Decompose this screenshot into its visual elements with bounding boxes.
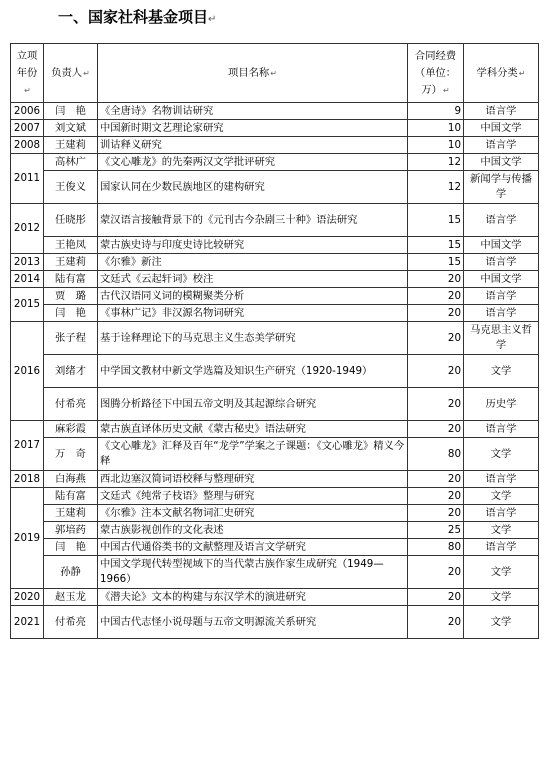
leader-cell: 万 奇 (44, 438, 98, 471)
project-cell: 中国文学现代转型视域下的当代蒙古族作家生成研究（1949—1966） (98, 556, 408, 589)
funding-cell: 12 (408, 154, 464, 171)
funding-cell: 15 (408, 237, 464, 254)
table-row (11, 488, 539, 505)
funding-cell: 20 (408, 589, 464, 606)
discipline-cell: 文学 (464, 606, 539, 639)
funding-cell: 20 (408, 355, 464, 388)
funding-cell: 20 (408, 288, 464, 305)
leader-cell: 麻彩霞 (44, 421, 98, 438)
funding-cell: 80 (408, 438, 464, 471)
project-cell: 《尔雅》新注 (98, 254, 408, 271)
year-cell: 2018 (11, 471, 44, 488)
funding-cell: 9 (408, 103, 464, 120)
discipline-cell: 语言学 (464, 254, 539, 271)
leader-cell: 王俊义 (44, 171, 98, 204)
leader-cell: 张子程 (44, 322, 98, 355)
leader-cell: 贾 璐 (44, 288, 98, 305)
year-cell: 2011 (11, 154, 44, 204)
leader-cell: 赵玉龙 (44, 589, 98, 606)
table-row (11, 271, 539, 288)
project-cell: 《文心雕龙》的先秦两汉文学批评研究 (98, 154, 408, 171)
funding-cell: 20 (408, 421, 464, 438)
leader-cell: 付希亮 (44, 606, 98, 639)
funding-cell: 80 (408, 539, 464, 556)
project-cell: 蒙古族史诗与印度史诗比较研究 (98, 237, 408, 254)
funding-cell: 20 (408, 606, 464, 639)
year-cell: 2013 (11, 254, 44, 271)
leader-cell: 刘绪才 (44, 355, 98, 388)
discipline-cell: 语言学 (464, 137, 539, 154)
leader-cell: 陆有富 (44, 271, 98, 288)
discipline-cell: 中国文学 (464, 237, 539, 254)
leader-cell: 王建莉 (44, 254, 98, 271)
project-cell: 《全唐诗》名物训诂研究 (98, 103, 408, 120)
project-cell: 中国古代志怪小说母题与五帝文明源流关系研究 (98, 606, 408, 639)
table-row (11, 421, 539, 438)
discipline-cell: 文学 (464, 522, 539, 539)
table-row (11, 137, 539, 154)
project-cell: 中国新时期文艺理论家研究 (98, 120, 408, 137)
year-cell: 2012 (11, 204, 44, 254)
table-row (11, 556, 539, 589)
leader-cell: 付希亮 (44, 388, 98, 421)
table-row (11, 438, 539, 471)
project-cell: 基于诠释理论下的马克思主义生态美学研究 (98, 322, 408, 355)
discipline-cell: 语言学 (464, 305, 539, 322)
leader-cell: 闫 艳 (44, 103, 98, 120)
project-cell: 中学国文教材中新文学选篇及知识生产研究（1920-1949） (98, 355, 408, 388)
project-cell: 国家认同在少数民族地区的建构研究 (98, 171, 408, 204)
table-row (11, 171, 539, 204)
table-row (11, 589, 539, 606)
project-cell: 训诂释义研究 (98, 137, 408, 154)
table-row (11, 204, 539, 237)
table-row (11, 522, 539, 539)
funding-cell: 10 (408, 137, 464, 154)
funding-cell: 20 (408, 505, 464, 522)
header-discipline: 学科分类↵ (464, 44, 539, 103)
year-cell: 2014 (11, 271, 44, 288)
funding-cell: 10 (408, 120, 464, 137)
discipline-cell: 语言学 (464, 505, 539, 522)
discipline-cell: 文学 (464, 589, 539, 606)
funding-cell: 25 (408, 522, 464, 539)
funding-cell: 15 (408, 254, 464, 271)
discipline-cell: 马克思主义哲学 (464, 322, 539, 355)
funding-cell: 20 (408, 271, 464, 288)
project-cell: 中国古代通俗类书的文献整理及语言文学研究 (98, 539, 408, 556)
discipline-cell: 语言学 (464, 204, 539, 237)
header-project: 项目名称↵ (98, 44, 408, 103)
project-cell: 蒙古族影视创作的文化表述 (98, 522, 408, 539)
discipline-cell: 中国文学 (464, 271, 539, 288)
project-cell: 蒙古族直译体历史文献《蒙古秘史》语法研究 (98, 421, 408, 438)
header-year: 立项年份↵ (11, 44, 44, 103)
year-cell: 2017 (11, 421, 44, 471)
discipline-cell: 文学 (464, 355, 539, 388)
year-cell: 2020 (11, 589, 44, 606)
table-row (11, 120, 539, 137)
leader-cell: 王建莉 (44, 137, 98, 154)
project-cell: 蒙汉语言接触背景下的《元刊古今杂剧三十种》语法研究 (98, 204, 408, 237)
year-cell: 2019 (11, 488, 44, 589)
leader-cell: 陆有富 (44, 488, 98, 505)
table-row (11, 154, 539, 171)
year-cell: 2021 (11, 606, 44, 639)
project-cell: 《潜夫论》文本的构建与东汉学术的演进研究 (98, 589, 408, 606)
table-row (11, 288, 539, 305)
discipline-cell: 文学 (464, 488, 539, 505)
funding-cell: 20 (408, 471, 464, 488)
project-cell: 文廷式《云起轩词》校注 (98, 271, 408, 288)
table-row (11, 505, 539, 522)
funding-cell: 12 (408, 171, 464, 204)
table-row (11, 305, 539, 322)
table-row (11, 388, 539, 421)
discipline-cell: 语言学 (464, 421, 539, 438)
table-row (11, 471, 539, 488)
funding-cell: 20 (408, 305, 464, 322)
project-cell: 《事林广记》非汉源名物词研究 (98, 305, 408, 322)
leader-cell: 郭培药 (44, 522, 98, 539)
table-row (11, 103, 539, 120)
leader-cell: 刘文斌 (44, 120, 98, 137)
project-cell: 西北边塞汉简词语校释与整理研究 (98, 471, 408, 488)
table-header-row (11, 44, 539, 103)
funding-cell: 20 (408, 556, 464, 589)
discipline-cell: 语言学 (464, 103, 539, 120)
table-row (11, 254, 539, 271)
funding-cell: 20 (408, 388, 464, 421)
header-leader: 负责人↵ (44, 44, 98, 103)
discipline-cell: 语言学 (464, 471, 539, 488)
leader-cell: 王艳凤 (44, 237, 98, 254)
leader-cell: 王建莉 (44, 505, 98, 522)
table-row (11, 355, 539, 388)
leader-cell: 闫 艳 (44, 539, 98, 556)
table-row (11, 539, 539, 556)
year-cell: 2016 (11, 322, 44, 421)
discipline-cell: 历史学 (464, 388, 539, 421)
funding-cell: 20 (408, 488, 464, 505)
discipline-cell: 中国文学 (464, 120, 539, 137)
project-cell: 古代汉语同义词的模糊聚类分析 (98, 288, 408, 305)
year-cell: 2007 (11, 120, 44, 137)
project-cell: 文廷式《纯常子枝语》整理与研究 (98, 488, 408, 505)
funding-cell: 15 (408, 204, 464, 237)
leader-cell: 任晓彤 (44, 204, 98, 237)
year-cell: 2015 (11, 288, 44, 322)
discipline-cell: 语言学 (464, 288, 539, 305)
header-funding: 合同经费（单位：万）↵ (408, 44, 464, 103)
discipline-cell: 文学 (464, 556, 539, 589)
project-cell: 《尔雅》注本文献名物词汇史研究 (98, 505, 408, 522)
project-cell: 《文心雕龙》汇释及百年“龙学”学案之子课题：《文心雕龙》精义今释 (98, 438, 408, 471)
section-title: 一、国家社科基金项目↵ (58, 8, 217, 26)
discipline-cell: 中国文学 (464, 154, 539, 171)
project-cell: 图腾分析路径下中国五帝文明及其起源综合研究 (98, 388, 408, 421)
discipline-cell: 新闻学与传播学 (464, 171, 539, 204)
year-cell: 2008 (11, 137, 44, 154)
leader-cell: 高林广 (44, 154, 98, 171)
project-table (10, 43, 539, 639)
discipline-cell: 语言学 (464, 539, 539, 556)
year-cell: 2006 (11, 103, 44, 120)
table-row (11, 606, 539, 639)
table-row (11, 322, 539, 355)
discipline-cell: 文学 (464, 438, 539, 471)
leader-cell: 孙静 (44, 556, 98, 589)
funding-cell: 20 (408, 322, 464, 355)
leader-cell: 闫 艳 (44, 305, 98, 322)
leader-cell: 白海燕 (44, 471, 98, 488)
table-row (11, 237, 539, 254)
